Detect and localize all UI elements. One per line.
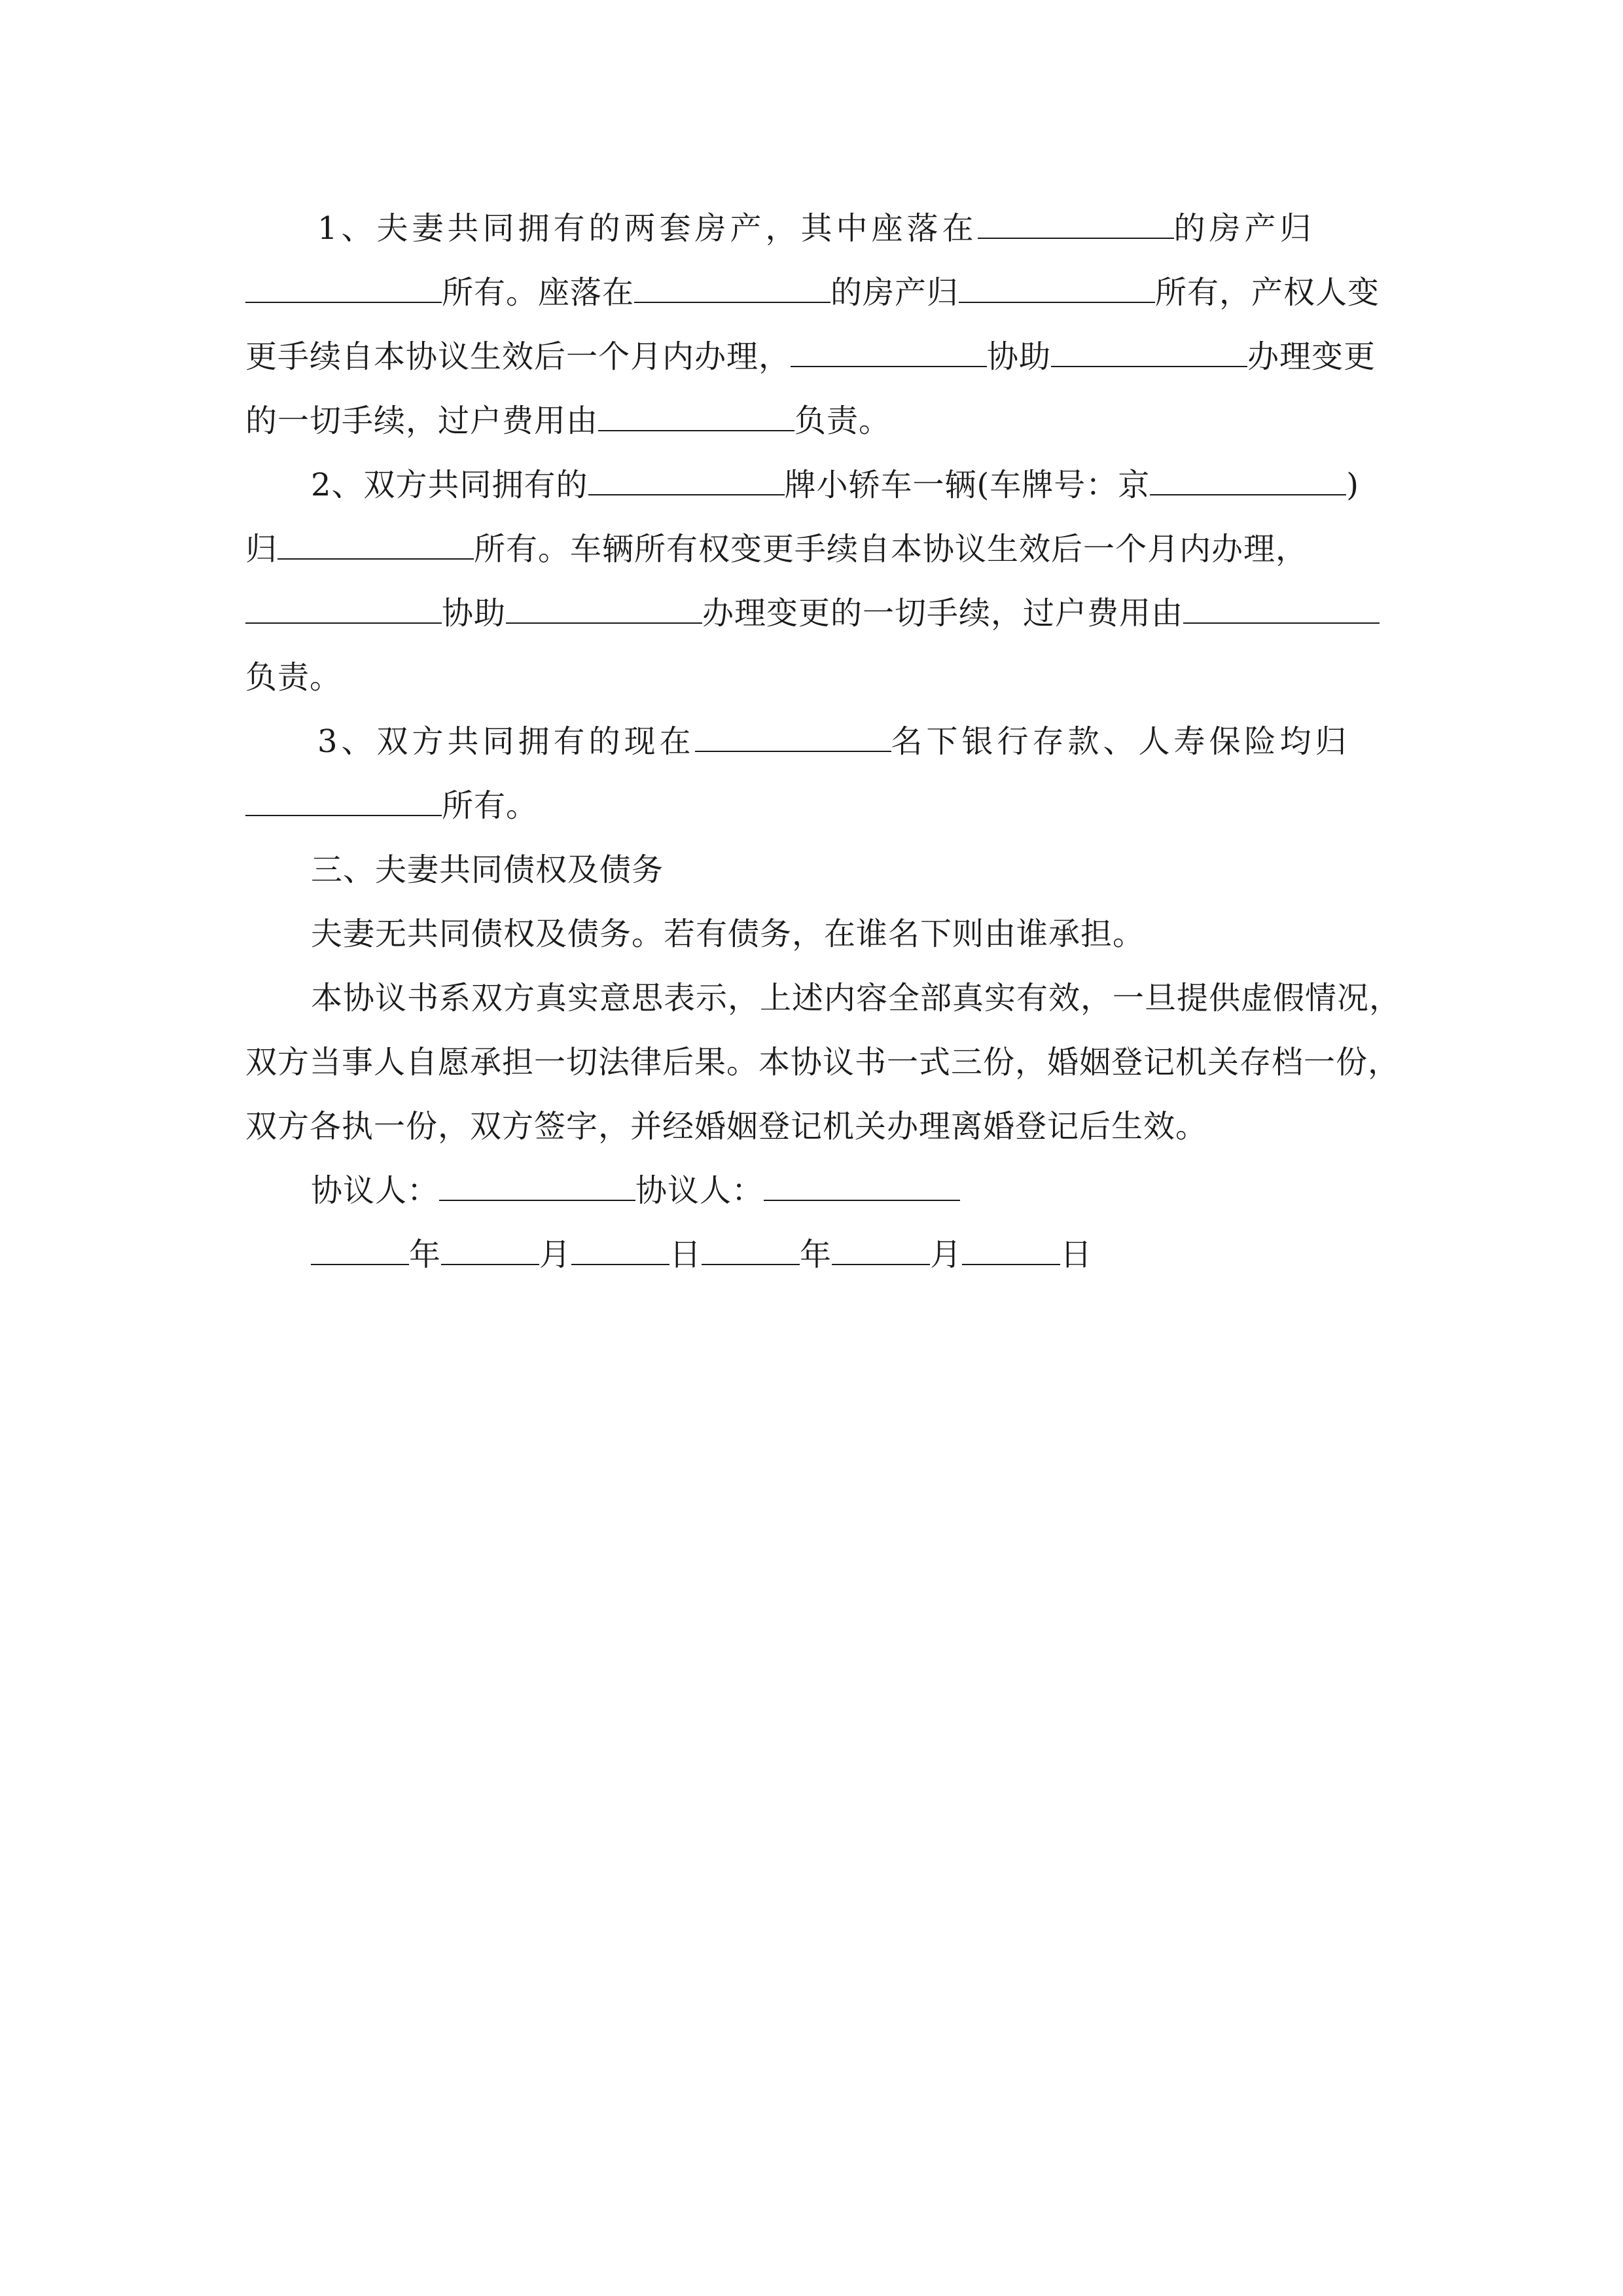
month-label: 月	[930, 1236, 963, 1273]
assistant-blank[interactable]	[245, 599, 442, 624]
para1-line4	[245, 389, 1378, 453]
assistant-blank[interactable]	[791, 342, 987, 367]
signatory-2-blank[interactable]	[764, 1176, 960, 1201]
para3-line2	[245, 774, 1378, 838]
year-label: 年	[800, 1236, 832, 1273]
para3-text: 3、双方共同拥有的现在	[317, 723, 695, 760]
fee-payer-blank[interactable]	[598, 406, 794, 431]
document-page	[245, 196, 1402, 1287]
para1-text: 协助	[987, 338, 1052, 375]
signature-line	[245, 1158, 1378, 1223]
day-blank[interactable]	[962, 1240, 1060, 1265]
signatory-label: 协议人：	[635, 1172, 764, 1209]
para1-text: 所有。座落在	[442, 274, 635, 311]
para2-line4	[245, 645, 1378, 709]
location-blank[interactable]	[978, 214, 1174, 239]
para1-text: 的一切手续，过户费用由	[245, 403, 599, 439]
para2-text: 协助	[442, 595, 507, 632]
closing-line2: 双方当事人自愿承担一切法律后果。本协议书一式三份，婚姻登记机关存档一份，	[245, 1044, 1400, 1081]
signatory-1-blank[interactable]	[439, 1176, 635, 1201]
para2-text: 2、双方共同拥有的	[311, 467, 588, 503]
para1-text: 1、夫妻共同拥有的两套房产，其中座落在	[317, 210, 978, 247]
month-label: 月	[539, 1236, 572, 1273]
para2-text: )	[1346, 467, 1360, 503]
closing-line1: 本协议书系双方真实意思表示，上述内容全部真实有效，一旦提供虚假情况，	[311, 980, 1402, 1016]
day-label: 日	[669, 1236, 702, 1273]
para2-line3	[245, 581, 1378, 645]
owner-blank[interactable]	[245, 791, 442, 816]
day-label: 日	[1060, 1236, 1093, 1273]
handler-blank[interactable]	[506, 599, 702, 624]
para2-line1	[245, 453, 1378, 517]
month-blank[interactable]	[832, 1240, 930, 1265]
para2-text: 归	[245, 531, 278, 567]
para2-line2	[245, 517, 1378, 581]
para1-text: 的房产归	[1173, 210, 1315, 247]
para1-text: 的房产归	[830, 274, 959, 311]
account-holder-blank[interactable]	[695, 727, 891, 752]
section3-heading: 三、夫妻共同债权及债务	[311, 852, 664, 888]
para1-line1	[245, 196, 1378, 260]
para1-text: 更手续自本协议生效后一个月内办理，	[245, 338, 791, 375]
para3-text: 名下银行存款、人寿保险均归	[891, 723, 1351, 760]
para2-text: 办理变更的一切手续，过户费用由	[702, 595, 1184, 632]
signatory-label: 协议人：	[311, 1172, 440, 1209]
year-blank[interactable]	[311, 1240, 409, 1265]
plate-number-blank[interactable]	[1150, 471, 1346, 495]
closing-line3: 双方各执一份，双方签字，并经婚姻登记机关办理离婚登记后生效。	[245, 1108, 1208, 1145]
para2-text: 负责。	[245, 659, 342, 696]
para1-text: 负责。	[794, 403, 891, 439]
para1-text: 办理变更	[1247, 338, 1376, 375]
para2-text: 牌小轿车一辆(车牌号：京	[784, 467, 1150, 503]
month-blank[interactable]	[441, 1240, 539, 1265]
para1-line3	[245, 325, 1378, 389]
location-blank[interactable]	[634, 278, 830, 303]
year-label: 年	[409, 1236, 442, 1273]
day-blank[interactable]	[571, 1240, 669, 1265]
section3-body: 夫妻无共同债权及债务。若有债务，在谁名下则由谁承担。	[311, 916, 1145, 952]
para1-text: 所有，产权人变	[1155, 274, 1380, 311]
owner-blank[interactable]	[277, 535, 474, 560]
fee-payer-blank[interactable]	[1183, 599, 1380, 624]
para1-line2	[245, 260, 1378, 325]
car-brand-blank[interactable]	[588, 471, 785, 495]
para3-line1	[245, 709, 1378, 774]
date-line	[245, 1223, 1378, 1287]
handler-blank[interactable]	[1051, 342, 1247, 367]
para3-text: 所有。	[442, 787, 539, 824]
para2-text: 所有。车辆所有权变更手续自本协议生效后一个月内办理，	[474, 531, 1308, 567]
year-blank[interactable]	[702, 1240, 800, 1265]
owner-blank[interactable]	[959, 278, 1155, 303]
owner-blank[interactable]	[245, 278, 442, 303]
